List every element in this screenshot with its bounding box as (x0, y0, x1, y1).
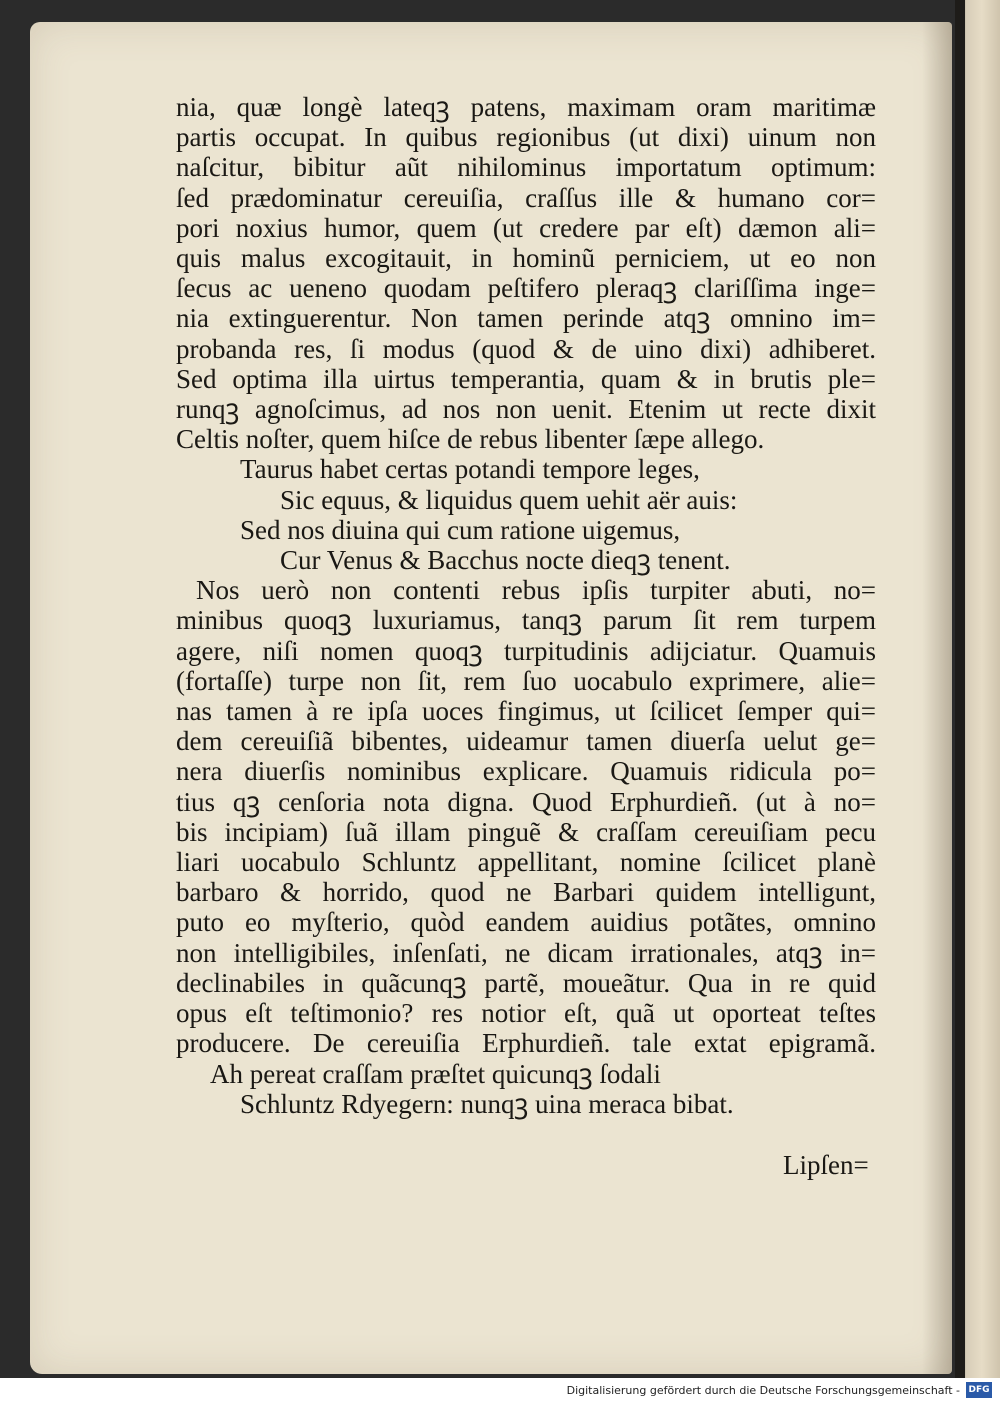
verse-line: Taurus habet certas potandi tempore leges, (240, 454, 700, 485)
text-line: Sed optima illa uirtus temperantia, quam & in brutis ple= (176, 363, 876, 394)
footer-credit: Digitalisierung gefördert durch die Deutsche Forschungsgemeinschaft - (566, 1384, 960, 1397)
text-line: minibus quoqꝫ luxuriamus, tanqꝫ parum ſit rem turpem (176, 605, 876, 636)
dfg-logo[interactable]: DFG (966, 1382, 992, 1398)
text-line: (fortaſſe) turpe non ſit, rem ſuo uocabulo exprimere, alie= (176, 665, 876, 696)
text-line: ſecus ac ueneno quodam peſtifero pleraqꝫ clariſſima inge= (176, 273, 876, 304)
text-line: dem cereuiſiã bibentes, uideamur tamen diuerſa uelut ge= (176, 726, 876, 757)
text-line: agere, niſi nomen quoqꝫ turpitudinis adijciatur. Quamuis (176, 635, 876, 666)
page-gutter-shadow (922, 22, 952, 1374)
adjacent-page-edge (955, 0, 1000, 1378)
text-line: barbaro & horrido, quod ne Barbari quidem intelligunt, (176, 877, 876, 908)
text-line: quis malus excogitauit, in hominũ perniciem, ut eo non (176, 243, 876, 274)
footer-bar (0, 1378, 1000, 1404)
text-line: bis incipiam) ſuã illam pinguẽ & craſſam cereuiſiam pecu (176, 816, 876, 847)
text-line: non intelligibiles, inſenſati, ne dicam irrationales, atqꝫ in= (176, 937, 876, 968)
text-line: nia extinguerentur. Non tamen perinde atqꝫ omnino im= (176, 303, 876, 334)
text-line: naſcitur, bibitur aũt nihilominus importatum optimum: (176, 152, 876, 183)
text-line: partis occupat. In quibus regionibus (ut dixi) uinum non (176, 122, 876, 153)
verse-line: Cur Venus & Bacchus nocte dieqꝫ tenent. (280, 545, 731, 576)
text-line: ſed prædominatur cereuiſia, craſſus ille & humano cor= (176, 182, 876, 213)
text-line: pori noxius humor, quem (ut credere par eſt) dæmon ali= (176, 212, 876, 243)
text-line: Celtis noſter, quem hiſce de rebus libenter ſæpe allego. (176, 424, 765, 455)
text-line: probanda res, ſi modus (quod & de uino dixi) adhiberet. (176, 333, 876, 364)
text-line: producere. De cereuiſia Erphurdieñ. tale extat epigramã. (176, 1028, 876, 1059)
text-line: puto eo myſterio, quòd eandem auidius potãtes, omnino (176, 907, 876, 938)
text-line: nia, quæ longè lateqꝫ patens, maximam oram maritimæ (176, 92, 876, 122)
verse-line: Ah pereat craſſam præſtet quicunqꝫ ſodali (210, 1058, 661, 1089)
page-text-block (176, 92, 876, 1119)
text-line: Nos uerò non contenti rebus ipſis turpiter abuti, no= (196, 575, 876, 606)
text-line: runqꝫ agnoſcimus, ad nos non uenit. Etenim ut recte dixit (176, 394, 876, 425)
verse-line: Sed nos diuina qui cum ratione uigemus, (240, 514, 681, 545)
text-line: nas tamen à re ipſa uoces fingimus, ut ſcilicet ſemper qui= (176, 696, 876, 727)
text-line: tius qꝫ cenſoria nota digna. Quod Erphurdieñ. (ut à no= (176, 786, 876, 817)
text-line: declinabiles in quãcunqꝫ partẽ, moueãtur. Qua in re quid (176, 967, 876, 998)
verse-line: Schluntz Rdyegern: nunqꝫ uina meraca bibat. (240, 1088, 734, 1119)
catchword: Lipſen= (783, 1150, 869, 1180)
text-line: nera diuerſis nominibus explicare. Quamuis ridicula po= (176, 756, 876, 787)
text-line: opus eſt teſtimonio? res notior eſt, quã ut oporteat teſtes (176, 998, 876, 1029)
verse-line: Sic equus, & liquidus quem uehit aër auis: (280, 484, 738, 515)
text-line: liari uocabulo Schluntz appellitant, nomine ſcilicet planè (176, 847, 876, 878)
